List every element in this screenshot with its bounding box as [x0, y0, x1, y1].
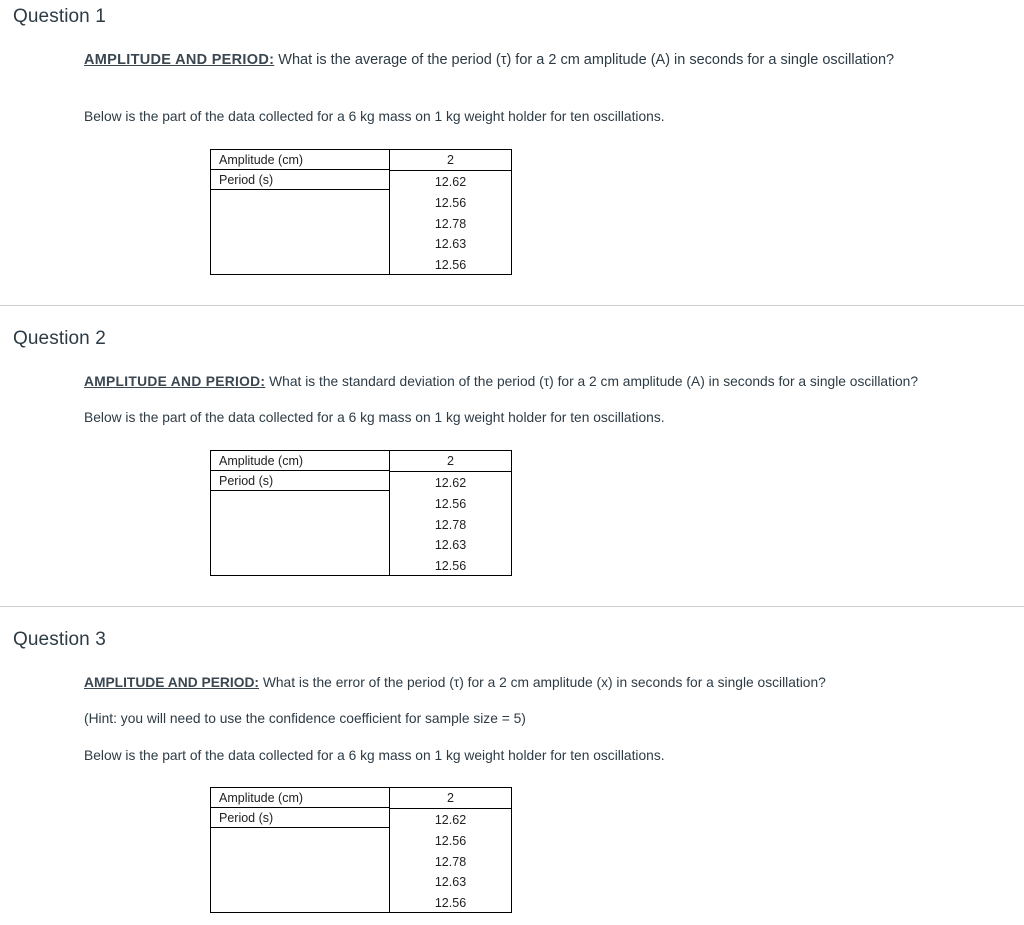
question-3-question-text: What is the error of the period (τ) for a 2 cm amplitude (x) in seconds for a single oscillation? — [259, 675, 826, 690]
period-label: Period (s) — [211, 471, 390, 491]
question-2-question-text: What is the standard deviation of the period (τ) for a 2 cm amplitude (A) in seconds for a single oscillation? — [265, 374, 919, 389]
period-value: 12.63 — [434, 538, 467, 552]
period-value: 12.63 — [434, 875, 467, 889]
amplitude-value: 2 — [390, 451, 511, 472]
table-value-column — [390, 451, 511, 575]
period-value: 12.78 — [434, 855, 467, 869]
amplitude-value: 2 — [390, 150, 511, 171]
question-1-question-text: What is the average of the period (τ) for a 2 cm amplitude (A) in seconds for a single oscillation? — [274, 52, 895, 68]
period-value: 12.62 — [434, 175, 467, 189]
table-value-column — [390, 150, 511, 274]
period-value: 12.56 — [434, 896, 467, 910]
question-2-topic: AMPLITUDE AND PERIOD: — [84, 374, 266, 389]
period-value: 12.78 — [434, 518, 467, 532]
period-label: Period (s) — [211, 170, 390, 190]
question-2-title: Question 2 — [13, 328, 106, 349]
table-label-column — [211, 451, 390, 575]
period-value: 12.56 — [434, 258, 467, 272]
question-2-data-note: Below is the part of the data collected for a 6 kg mass on 1 kg weight holder for ten oscillations. — [84, 410, 665, 425]
amplitude-label: Amplitude (cm) — [211, 788, 390, 808]
amplitude-label: Amplitude (cm) — [211, 150, 390, 170]
period-value: 12.63 — [434, 237, 467, 251]
question-1-data-table — [210, 149, 512, 275]
question-1-title: Question 1 — [13, 6, 106, 27]
table-value-column — [390, 788, 511, 912]
amplitude-value: 2 — [390, 788, 511, 809]
question-2-prompt — [84, 374, 918, 389]
question-divider — [0, 606, 1024, 607]
period-value: 12.62 — [434, 476, 467, 490]
question-2-data-table — [210, 450, 512, 576]
question-3-title: Question 3 — [13, 629, 106, 650]
table-label-column — [211, 788, 390, 912]
question-1-prompt — [84, 52, 894, 68]
period-value: 12.56 — [434, 497, 467, 511]
period-value: 12.78 — [434, 217, 467, 231]
question-3-hint: (Hint: you will need to use the confidence coefficient for sample size = 5) — [84, 711, 526, 726]
period-value: 12.56 — [434, 834, 467, 848]
amplitude-label: Amplitude (cm) — [211, 451, 390, 471]
period-value: 12.56 — [434, 196, 467, 210]
period-value: 12.62 — [434, 813, 467, 827]
question-1-topic: AMPLITUDE AND PERIOD: — [84, 52, 275, 68]
table-label-column — [211, 150, 390, 274]
question-3-topic: AMPLITUDE AND PERIOD: — [84, 675, 260, 690]
question-divider — [0, 305, 1024, 306]
question-3-data-table — [210, 787, 512, 913]
question-1-data-note: Below is the part of the data collected for a 6 kg mass on 1 kg weight holder for ten oscillations. — [84, 109, 665, 124]
question-3-prompt — [84, 675, 826, 690]
period-value: 12.56 — [434, 559, 467, 573]
question-3-data-note: Below is the part of the data collected for a 6 kg mass on 1 kg weight holder for ten oscillations. — [84, 748, 665, 763]
period-label: Period (s) — [211, 808, 390, 828]
